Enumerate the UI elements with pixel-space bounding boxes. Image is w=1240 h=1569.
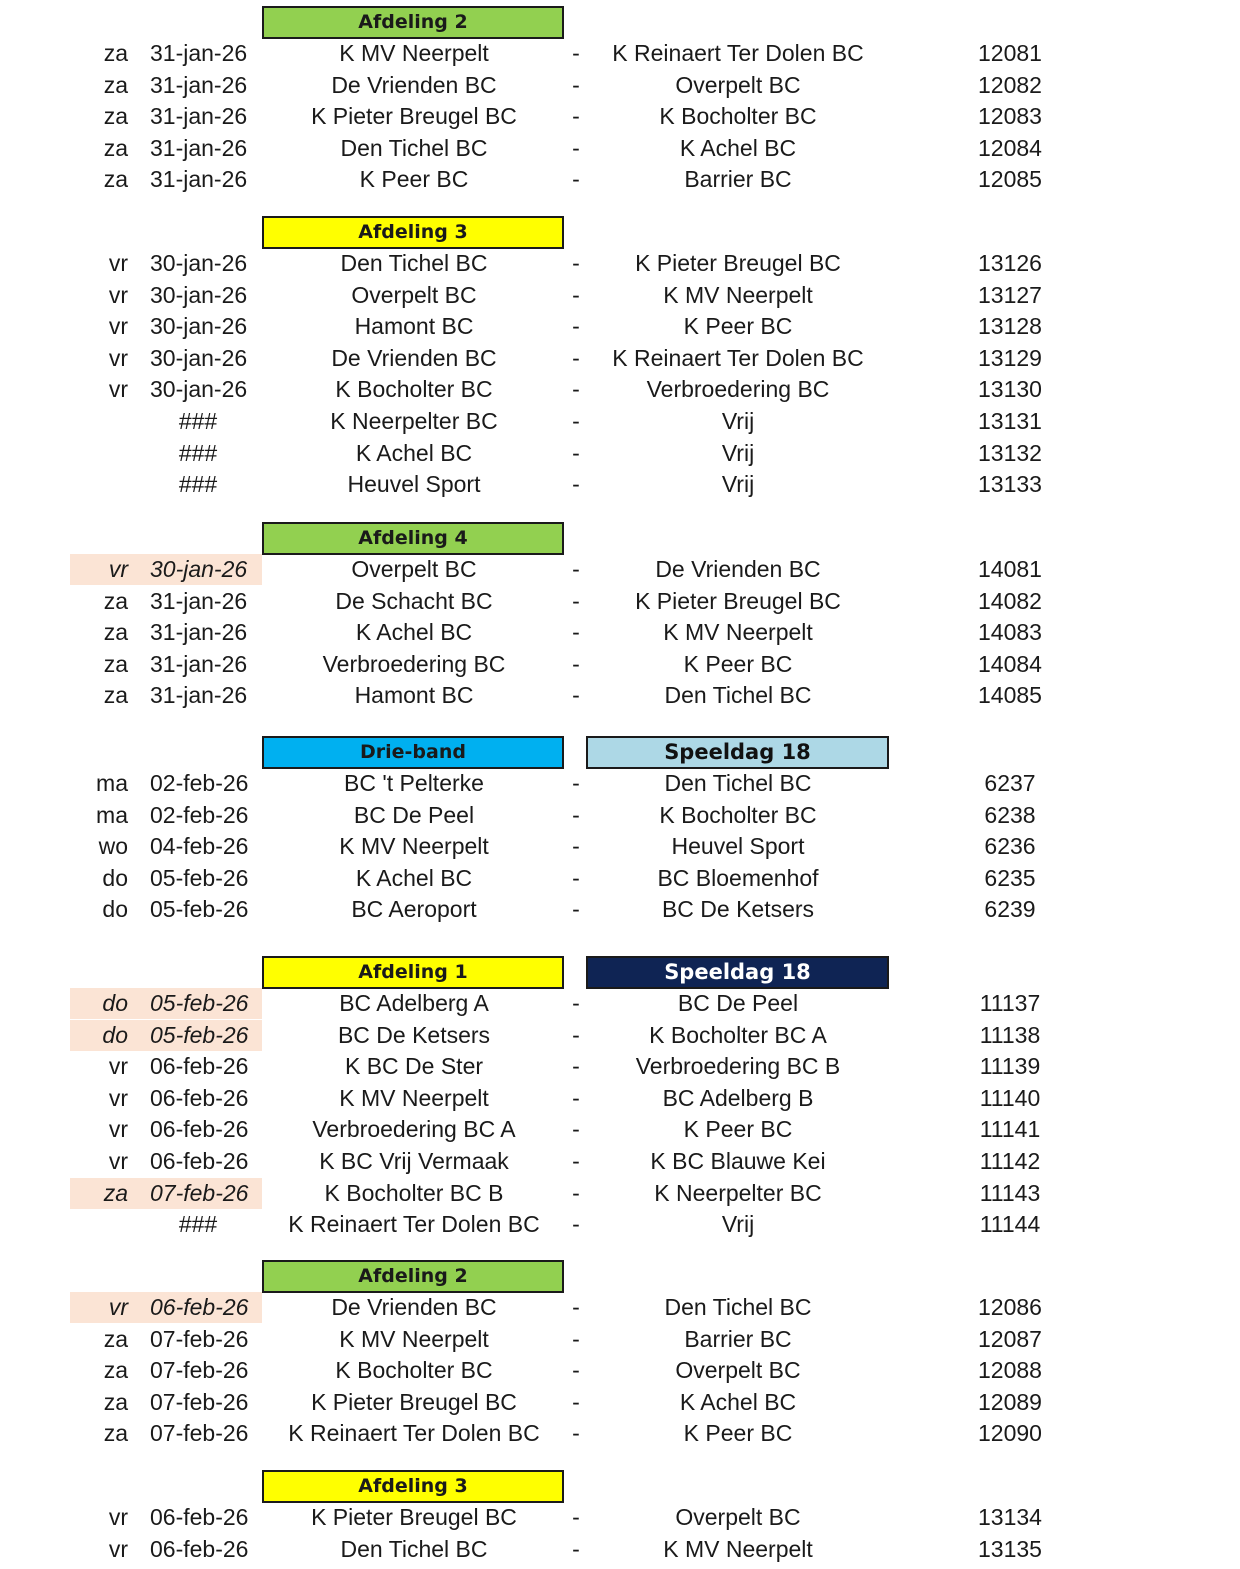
match-day: za [103,1326,128,1352]
match-date: 07-feb-26 [150,1357,249,1383]
match-day: vr [108,1504,128,1530]
home-team: Hamont BC [354,313,474,339]
home-team: K Achel BC [355,865,473,891]
match-day: vr [108,1536,128,1562]
separator: - [572,408,580,434]
separator: - [572,103,580,129]
match-day: za [103,135,128,161]
match-date: 06-feb-26 [150,1085,249,1111]
away-team: K Bocholter BC [659,802,817,828]
match-day: ma [96,770,128,796]
match-row [0,1502,1240,1533]
separator: - [572,1536,580,1562]
match-number: 6239 [984,896,1036,922]
match-date: 06-feb-26 [150,1116,249,1142]
away-team: K Peer BC [683,651,793,677]
away-team: Overpelt BC [675,1504,801,1530]
match-number: 13131 [978,408,1042,434]
match-date: 05-feb-26 [150,1022,249,1048]
away-team: Den Tichel BC [664,770,812,796]
match-number: 13130 [978,376,1042,402]
match-number: 12086 [978,1294,1042,1320]
home-team: Den Tichel BC [340,250,488,276]
away-team: K Bocholter BC A [649,1022,827,1048]
match-row [0,680,1240,711]
home-team: K Reinaert Ter Dolen BC [288,1211,540,1237]
match-row [0,101,1240,132]
match-number: 6236 [984,833,1036,859]
match-row [0,1020,1240,1051]
away-team: K Peer BC [683,313,793,339]
home-team: Verbroedering BC A [312,1116,516,1142]
match-row [0,374,1240,405]
home-team: K MV Neerpelt [339,40,489,66]
away-team: BC De Ketsers [661,896,815,922]
away-team: De Vrienden BC [655,556,821,582]
match-day: vr [108,313,128,339]
home-team: De Schacht BC [335,588,493,614]
match-number: 14084 [978,651,1042,677]
match-day: vr [108,1148,128,1174]
match-row [0,768,1240,799]
match-day: za [103,619,128,645]
away-team: K Neerpelter BC [654,1180,822,1206]
match-day: za [103,588,128,614]
match-row [0,133,1240,164]
away-team: Verbroedering BC B [635,1053,841,1079]
separator: - [572,619,580,645]
match-number: 14081 [978,556,1042,582]
match-date: ### [178,471,218,497]
away-team: K Reinaert Ter Dolen BC [612,345,864,371]
section-header: Afdeling 3 [262,216,564,249]
match-day: vr [108,1053,128,1079]
match-number: 14083 [978,619,1042,645]
match-row [0,1146,1240,1177]
match-number: 11137 [979,990,1041,1016]
separator: - [572,345,580,371]
home-team: K Pieter Breugel BC [311,1389,517,1415]
separator: - [572,896,580,922]
away-team: K Pieter Breugel BC [635,250,841,276]
match-day: vr [108,282,128,308]
away-team: Den Tichel BC [664,1294,812,1320]
separator: - [572,1053,580,1079]
home-team: De Vrienden BC [331,345,497,371]
away-team: Vrij [721,440,755,466]
match-number: 11144 [979,1211,1041,1237]
match-date: 31-jan-26 [150,682,248,708]
match-date: 06-feb-26 [150,1536,249,1562]
match-row [0,988,1240,1019]
match-date: 30-jan-26 [150,556,248,582]
separator: - [572,588,580,614]
home-team: K Bocholter BC [335,1357,493,1383]
separator: - [572,376,580,402]
away-team: Vrij [721,471,755,497]
separator: - [572,1116,580,1142]
match-number: 13132 [978,440,1042,466]
away-team: K Peer BC [683,1116,793,1142]
home-team: Den Tichel BC [340,135,488,161]
separator: - [572,166,580,192]
separator: - [572,833,580,859]
separator: - [572,1357,580,1383]
match-number: 14085 [978,682,1042,708]
match-date: 02-feb-26 [150,770,249,796]
home-team: K Reinaert Ter Dolen BC [288,1420,540,1446]
away-team: K Achel BC [679,135,797,161]
separator: - [572,250,580,276]
separator: - [572,135,580,161]
home-team: Den Tichel BC [340,1536,488,1562]
separator: - [572,651,580,677]
home-team: BC Aeroport [351,896,477,922]
home-team: Verbroedering BC [322,651,506,677]
match-row [0,586,1240,617]
match-day: za [103,651,128,677]
match-row [0,894,1240,925]
match-day: za [103,1180,128,1206]
match-date: 07-feb-26 [150,1326,249,1352]
home-team: Overpelt BC [351,282,477,308]
separator: - [572,72,580,98]
match-number: 12087 [978,1326,1042,1352]
match-day: ma [96,802,128,828]
home-team: K Peer BC [359,166,469,192]
separator: - [572,990,580,1016]
match-day: vr [108,376,128,402]
match-date: 30-jan-26 [150,376,248,402]
match-day: vr [108,250,128,276]
match-number: 13133 [978,471,1042,497]
match-row [0,438,1240,469]
away-team: Verbroedering BC [646,376,830,402]
match-row [0,1083,1240,1114]
home-team: BC De Peel [353,802,475,828]
away-team: BC De Peel [677,990,799,1016]
home-team: K MV Neerpelt [339,1326,489,1352]
match-date: 02-feb-26 [150,802,249,828]
match-row [0,1209,1240,1240]
home-team: K Bocholter BC B [324,1180,504,1206]
home-team: Hamont BC [354,682,474,708]
home-team: BC Adelberg A [339,990,489,1016]
match-date: 30-jan-26 [150,345,248,371]
section-header: Afdeling 2 [262,6,564,39]
separator: - [572,1180,580,1206]
separator: - [572,770,580,796]
separator: - [572,1211,580,1237]
section-header: Afdeling 1 [262,956,564,989]
match-day: za [103,40,128,66]
match-row [0,831,1240,862]
match-date: ### [178,408,218,434]
match-date: 07-feb-26 [150,1180,249,1206]
match-row [0,343,1240,374]
match-day: za [103,682,128,708]
speeldag-header: Speeldag 18 [586,956,889,989]
match-date: 31-jan-26 [150,135,248,161]
match-row [0,1178,1240,1209]
speeldag-header: Speeldag 18 [586,736,889,769]
match-row [0,649,1240,680]
separator: - [572,556,580,582]
match-number: 13135 [978,1536,1042,1562]
away-team: Overpelt BC [675,1357,801,1383]
section-header: Afdeling 2 [262,1260,564,1293]
match-number: 12083 [978,103,1042,129]
separator: - [572,440,580,466]
match-row [0,38,1240,69]
match-number: 12088 [978,1357,1042,1383]
match-number: 13128 [978,313,1042,339]
match-row [0,863,1240,894]
away-team: Barrier BC [684,1326,792,1352]
match-date: 07-feb-26 [150,1420,249,1446]
away-team: Barrier BC [684,166,792,192]
match-number: 13129 [978,345,1042,371]
separator: - [572,313,580,339]
match-number: 11140 [979,1085,1041,1111]
match-day: za [103,1420,128,1446]
match-date: 31-jan-26 [150,588,248,614]
match-day: za [103,1389,128,1415]
match-row [0,554,1240,585]
match-row [0,1355,1240,1386]
match-row [0,406,1240,437]
separator: - [572,40,580,66]
match-row [0,1324,1240,1355]
match-row [0,1114,1240,1145]
away-team: K MV Neerpelt [663,1536,813,1562]
home-team: K Achel BC [355,619,473,645]
match-number: 12090 [978,1420,1042,1446]
match-number: 11139 [979,1053,1041,1079]
match-day: do [102,990,128,1016]
home-team: K Achel BC [355,440,473,466]
separator: - [572,1420,580,1446]
match-number: 13126 [978,250,1042,276]
match-number: 6237 [984,770,1036,796]
match-number: 12082 [978,72,1042,98]
match-number: 6238 [984,802,1036,828]
section-header: Afdeling 4 [262,522,564,555]
separator: - [572,682,580,708]
match-date: 31-jan-26 [150,651,248,677]
away-team: Vrij [721,1211,755,1237]
match-day: za [103,103,128,129]
away-team: K MV Neerpelt [663,282,813,308]
match-date: 05-feb-26 [150,896,249,922]
match-row [0,1387,1240,1418]
match-date: 30-jan-26 [150,250,248,276]
match-date: 30-jan-26 [150,313,248,339]
match-date: 06-feb-26 [150,1053,249,1079]
match-row [0,1418,1240,1449]
match-date: 06-feb-26 [150,1504,249,1530]
match-day: vr [108,556,128,582]
match-number: 12089 [978,1389,1042,1415]
match-row [0,280,1240,311]
match-row [0,1292,1240,1323]
away-team: BC Bloemenhof [657,865,819,891]
match-date: 31-jan-26 [150,103,248,129]
match-number: 13127 [978,282,1042,308]
match-row [0,469,1240,500]
home-team: BC De Ketsers [337,1022,491,1048]
separator: - [572,1022,580,1048]
match-day: vr [108,1294,128,1320]
match-number: 12081 [978,40,1042,66]
match-date: 04-feb-26 [150,833,249,859]
match-row [0,70,1240,101]
away-team: Overpelt BC [675,72,801,98]
home-team: Overpelt BC [351,556,477,582]
match-day: do [102,865,128,891]
away-team: K MV Neerpelt [663,619,813,645]
separator: - [572,1294,580,1320]
match-date: ### [178,440,218,466]
away-team: K BC Blauwe Kei [650,1148,826,1174]
home-team: De Vrienden BC [331,72,497,98]
home-team: K MV Neerpelt [339,833,489,859]
away-team: BC Adelberg B [662,1085,814,1111]
home-team: Heuvel Sport [347,471,481,497]
separator: - [572,1085,580,1111]
home-team: K Pieter Breugel BC [311,103,517,129]
match-date: 05-feb-26 [150,865,249,891]
match-number: 11143 [979,1180,1041,1206]
separator: - [572,865,580,891]
home-team: K BC De Ster [344,1053,484,1079]
away-team: Den Tichel BC [664,682,812,708]
home-team: K Bocholter BC [335,376,493,402]
match-date: 06-feb-26 [150,1148,249,1174]
match-date: 05-feb-26 [150,990,249,1016]
match-date: 31-jan-26 [150,40,248,66]
match-row [0,617,1240,648]
match-day: vr [108,1085,128,1111]
separator: - [572,802,580,828]
match-date: 31-jan-26 [150,619,248,645]
home-team: K MV Neerpelt [339,1085,489,1111]
section-header: Drie-band [262,736,564,769]
home-team: BC 't Pelterke [344,770,484,796]
away-team: Vrij [721,408,755,434]
away-team: Heuvel Sport [671,833,805,859]
match-number: 6235 [984,865,1036,891]
separator: - [572,1389,580,1415]
away-team: K Reinaert Ter Dolen BC [612,40,864,66]
separator: - [572,1148,580,1174]
match-day: wo [98,833,128,859]
match-number: 11142 [979,1148,1041,1174]
match-number: 14082 [978,588,1042,614]
match-number: 12085 [978,166,1042,192]
match-number: 12084 [978,135,1042,161]
away-team: K Peer BC [683,1420,793,1446]
match-day: vr [108,1116,128,1142]
separator: - [572,1326,580,1352]
separator: - [572,1504,580,1530]
match-row [0,1051,1240,1082]
home-team: K BC Vrij Vermaak [319,1148,509,1174]
match-row [0,248,1240,279]
match-day: za [103,1357,128,1383]
match-number: 11141 [979,1116,1041,1142]
away-team: K Bocholter BC [659,103,817,129]
away-team: K Pieter Breugel BC [635,588,841,614]
match-date: 07-feb-26 [150,1389,249,1415]
match-day: za [103,72,128,98]
home-team: K Pieter Breugel BC [311,1504,517,1530]
home-team: De Vrienden BC [331,1294,497,1320]
match-row [0,164,1240,195]
match-row [0,311,1240,342]
match-number: 13134 [978,1504,1042,1530]
match-day: do [102,1022,128,1048]
away-team: K Achel BC [679,1389,797,1415]
separator: - [572,282,580,308]
match-row [0,800,1240,831]
separator: - [572,471,580,497]
match-date: 30-jan-26 [150,282,248,308]
match-row [0,1534,1240,1565]
match-day: vr [108,345,128,371]
home-team: K Neerpelter BC [330,408,498,434]
match-date: 31-jan-26 [150,72,248,98]
section-header: Afdeling 3 [262,1470,564,1503]
match-number: 11138 [979,1022,1041,1048]
match-date: ### [178,1211,218,1237]
match-day: za [103,166,128,192]
match-date: 06-feb-26 [150,1294,249,1320]
match-day: do [102,896,128,922]
match-date: 31-jan-26 [150,166,248,192]
